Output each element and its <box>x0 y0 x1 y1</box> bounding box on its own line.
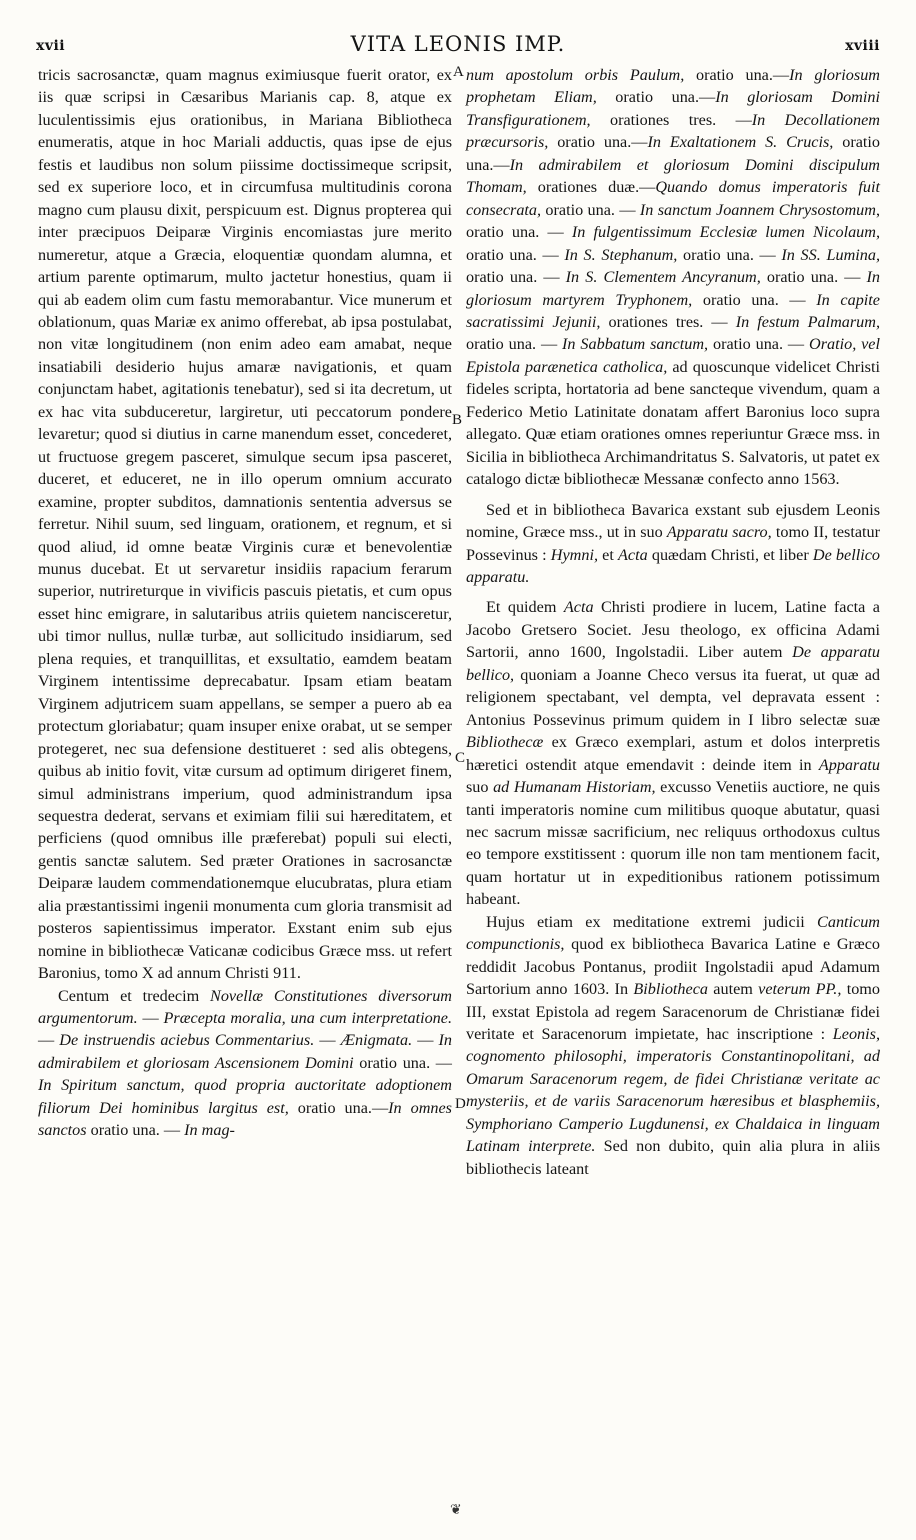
margin-marker-a: A <box>453 64 464 80</box>
text-run: oratio una.— <box>596 88 716 107</box>
text-run: Centum et tredecim <box>58 986 211 1005</box>
text-run: orationes tres. — <box>590 110 752 129</box>
text-run: , oratio una. — <box>466 200 880 242</box>
text-run: — <box>412 1031 439 1050</box>
text-run: orationes tres. — <box>600 312 736 331</box>
text-run: tomo II, testatur Possevinus : <box>466 523 880 564</box>
italic-title: In S. Clementem Ancyranum, <box>565 268 761 287</box>
italic-title: Canticum compunctionis, <box>466 912 880 954</box>
right-paragraph-4 <box>466 911 880 1180</box>
text-run: tomo III, exstat Epistola ad regem Saracenorum de Christianæ fidei veritate et Saracenorum impietate, hac inscriptione : <box>466 980 880 1044</box>
italic-title: In capite sacratissimi Jejunii, <box>466 290 880 331</box>
italic-title: Novellæ Constitutiones diversorum argumentorum. <box>38 986 452 1028</box>
running-title: VITA LEONIS IMP. <box>350 32 566 56</box>
printer-ornament-icon: ❦ <box>450 1502 462 1518</box>
italic-title: In Decollationem præcursoris, <box>466 110 880 152</box>
italic-title: In gloriosum prophetam Eliam, <box>466 66 880 107</box>
left-paragraph-1: tricis sacrosanctæ, quam magnus eximiusque fuerit orator, ex iis quæ scripsi in Cæsaribus Marianis cap. 8, atque ex luculentissimis ejus orationibus, in Mariana Bibliotheca enumeratis, atque in hoc Mariali adductis, quas ipse de ejus festis et laudibus non solum piissime doctissimeque scripsit, sed ex superiore loco, et in circumfusa multitudinis corona magno cum plausu dixit, perspicuum est. Dignus propterea qui inter præcipuos Deiparæ Virginis encomiastas jure merito numeretur, atque a Græcia, eloquentiæ quondam alumna, et artium parente optimarum, multo jactetur honestius, quam ii qui ab eadem olim cum fastu memorabantur. Vice munerum et oblationum, quas Mariæ ex animo offerebat, ab ipsa postulabat, non vitæ longitudinem (non enim adeo eam amabat, neque insatiabili desiderio hujus amaræ navigationis, et quam conjunctam habet, agitationis tenebatur), sed si ita decretum, ut ex hac vita subduceretur, largiretur, uti peccatorum pondere levaretur; quod si diutius in carne manendum esset, concederet, ut fructuose gregem pasceret, simulque secum ipsa pasceret, duceret, et educeret, ne in illo operum omnium accurato examine, propter subditos, damnationis sententia adversus se ferretur. Nihil suum, sed linguam, orationem, et regnum, et si quod aliud, id omne beatæ Virginis curæ et benevolentiæ munus ducebat. Et ut servaretur insidiis rapacium ferarum superior, nutrireturque in vivificis pascuis pietatis, et cum opus esset hinc emigrare, in salutaribus atriis quietem nancisceretur, ubi timor nullus, nullæ turbæ, aut sollicitudo insidiarum, sed plena requies, et tranquillitas, et exsultatio, eamdem beatam Virginem intentissime deprecabatur. Ipsam etiam beatam Virginem adjutricem suam appellans, se semper a puero ab ea protectum gloriabatur; quam insuper enixe orabat, ut se semper protegeret, nec sua defensione destitueret : sed alis obtegens, quibus ab initio fovit, vitæ cursum ad optimum dirigeret finem, simul administrans imperium, quod administrandum ipsa sequestra dederat, servans et eximiam filii sui hæreditatem, et perficiens (quod omnibus ille præferebat) populi sui electi, gentis sanctæ salutem. Sed præter Orationes in sacrosanctæ Deiparæ laudem commendationemque elucubratas, plura etiam alia præstantissimi ingenii monumenta cum gloria transmisit ad posteros sapientissimus imperator. Exstant enim sub ejus nomine in bibliothecæ Vaticanæ codicibus Græce mss. ut refert Baronius, tomo X ad annum Christi 911. <box>38 66 452 983</box>
italic-title: In omnes sanctos <box>38 1098 452 1140</box>
italic-title: Hymni, <box>550 545 598 564</box>
italic-title: De bellico apparatu. <box>466 545 880 586</box>
italic-title: Præcepta moralia, una cum interpretatione. <box>163 1009 453 1028</box>
text-run: quædam Christi, et liber <box>647 545 813 564</box>
text-run: quod ex bibliotheca Bavarica Latine e Græco reddidit Jacobus Pontanus, prodiit Ingolstadii apud Adamum Sartorium anno 1603. In <box>466 935 880 999</box>
italic-title: In Exaltationem S. Crucis, <box>647 133 834 152</box>
running-header <box>36 32 880 60</box>
text-run: oratio una. — <box>466 335 563 354</box>
italic-title: Bibliotheca <box>633 980 708 999</box>
italic-title: ad Humanam Historiam, <box>493 778 656 797</box>
right-paragraph-2 <box>466 499 880 589</box>
text-run: oratio una.— <box>288 1098 389 1117</box>
left-paragraph-2 <box>38 985 452 1142</box>
text-run: oratio una. — <box>466 268 566 287</box>
text-run: orationes duæ.— <box>526 178 656 197</box>
italic-title: Leonis, cognomento philosophi, imperatoris Constantinopolitani, ad Omarum Saracenorum regem, de fidei Christianæ veritate ac mysteriis, et de variis Saracenorum hæresibus et blasphemiis, Symphoriano Camperio Lugdunensi, ex Chaldaica in linguam Latinam interprete. <box>466 1025 880 1156</box>
text-run: Hujus etiam ex meditatione extremi judicii <box>486 912 818 931</box>
text-run: Christi prodiere in lucem, Latine facta a Jacobo Gretsero Societ. Jesu theologo, ex officina Adami Sartorii, anno 1600, Ingolstadii. Liber autem <box>466 598 880 662</box>
left-column <box>38 64 452 1142</box>
text-run: oratio una. — <box>760 268 867 287</box>
italic-title: In mag- <box>184 1121 235 1140</box>
text-run: oratio una. — <box>708 335 810 354</box>
italic-title: De apparatu bellico, <box>466 643 880 684</box>
text-run: Sed et in bibliotheca Bavarica exstant sub ejusdem Leonis nomine, Græce mss., ut in suo <box>466 500 880 542</box>
text-run: autem <box>707 980 759 999</box>
text-run: ex Græco exemplari, astum et dolos interpretis hæretici ostendit atque emendavit : deinde item in <box>466 733 880 774</box>
margin-marker-c: C <box>455 750 466 766</box>
text-run: oratio una.— <box>466 133 880 174</box>
text-run: ad quoscunque videlicet Christi fideles scripta, hortatoria ad bene sancteque vivendum, quam a Federico Metio Latinitate donatam affert Baronius loco supra allegato. Quæ etiam orationes omnes reperiuntur Græce mss. in Sicilia in bibliotheca Archimandritatus S. Salvatoris, ut patet ex catalogo dictæ bibliothecæ Messanæ confecto anno 1563. <box>466 357 880 489</box>
text-run: suo <box>466 778 494 797</box>
text-run: oratio una.— <box>548 133 648 152</box>
italic-title: In gloriosam Domini Transfigurationem, <box>466 88 880 129</box>
right-paragraph-1 <box>466 64 880 491</box>
right-paragraph-3 <box>466 596 880 910</box>
italic-title: Apparatu <box>818 755 880 774</box>
text-run: oratio una. — <box>466 245 565 264</box>
italic-title: Bibliothecæ <box>466 733 544 752</box>
text-run: oratio una.— <box>684 66 790 84</box>
text-run: Et quidem <box>486 598 564 617</box>
italic-title: In sanctum Joannem Chrysostomum <box>639 200 876 219</box>
text-run: oratio una. — <box>692 290 817 309</box>
italic-title: Acta <box>563 598 594 617</box>
text-run: oratio una. — <box>353 1053 452 1072</box>
italic-title: veterum PP., <box>758 980 842 999</box>
left-page-number: xvii <box>36 38 66 54</box>
italic-title: In S. Stephanum, <box>564 245 678 264</box>
italic-title: In admirabilem et gloriosum Domini discipulum Thomam, <box>466 155 880 197</box>
italic-title: Ænigmata. <box>340 1031 413 1050</box>
text-run: — <box>38 1031 60 1050</box>
italic-title: In SS. Lumina, <box>781 245 880 264</box>
right-column <box>466 64 880 1180</box>
text-run: — <box>314 1031 341 1050</box>
right-page-number: xviii <box>845 38 880 54</box>
italic-title: num apostolum orbis Paulum, <box>466 66 685 84</box>
text-run: excusso Venetiis auctiore, ne quis tanti imperatoris nomine cum militibus quoque abutatur, quasi nec sacrum missæ sacrificium, nec reliquus orthodoxus cultus eo tempore exstitissent : quorum ille non tam mentionem facit, quam hortatur ut in expeditionibus rationem potissimum habeant. <box>466 778 881 909</box>
italic-title: Quando domus imperatoris fuit consecrata, <box>466 178 880 219</box>
text-run: oratio una. — <box>677 245 782 264</box>
italic-title: In Spiritum sanctum, quod propria auctoritate adoptionem filiorum Dei hominibus largitus est, <box>38 1076 452 1117</box>
margin-marker-d: D <box>455 1096 466 1112</box>
italic-title: Oratio, vel Epistola parænetica catholica, <box>466 335 880 376</box>
italic-title: In admirabilem et gloriosam Ascensionem Domini <box>38 1031 453 1072</box>
italic-title: In festum Palmarum, <box>735 312 880 331</box>
text-run: oratio una. — <box>541 200 640 219</box>
italic-title: Acta <box>618 545 648 564</box>
text-run: Sed non dubito, quin alia plura in aliis bibliothecis lateant <box>466 1137 881 1178</box>
text-run: et <box>598 545 619 564</box>
margin-marker-b: B <box>452 412 463 428</box>
italic-title: Apparatu sacro, <box>666 523 772 542</box>
italic-title: In Sabbatum sanctum, <box>562 335 709 354</box>
text-run: — <box>137 1009 164 1028</box>
text-run: oratio una. — <box>86 1121 185 1140</box>
italic-title: In gloriosum martyrem Tryphonem, <box>466 268 880 309</box>
text-run: quoniam a Joanne Checo versus ita fuerat, ut quæ ad religionem spectabant, vel dempta, vel depravata essent : Antonius Possevinus primum quidem in I libro selectæ suæ <box>466 665 880 729</box>
italic-title: In fulgentissimum Ecclesiæ lumen Nicolaum, <box>571 223 880 242</box>
italic-title: De instruendis aciebus Commentarius. <box>59 1031 315 1050</box>
